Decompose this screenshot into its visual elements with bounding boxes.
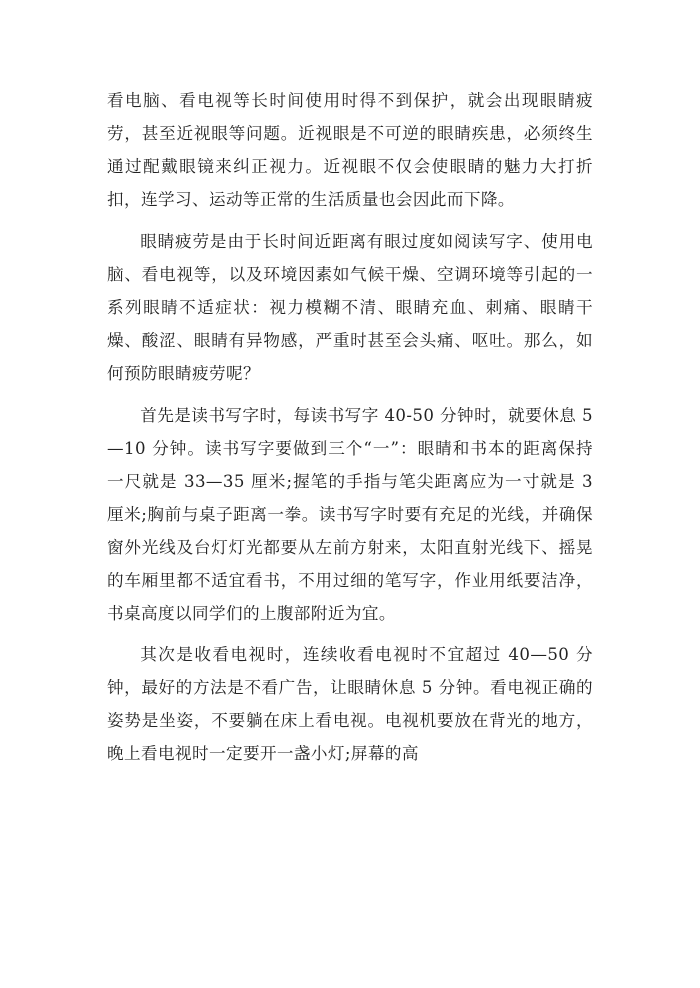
paragraph-2: 眼睛疲劳是由于长时间近距离有眼过度如阅读写字、使用电脑、看电视等，以及环境因素如气候干燥、空调环境等引起的一系列眼睛不适症状：视力模糊不清、眼睛充血、刺痛、眼睛干燥、酸涩、眼睛有异物感，严重时甚至会头痛、呕吐。那么，如何预防眼睛疲劳呢？ bbox=[107, 231, 593, 383]
document-body bbox=[107, 84, 593, 779]
paragraph-3: 首先是读书写字时，每读书写字 40-50 分钟时，就要休息 5—10 分钟。读书写字要做到三个“一”：眼睛和书本的距离保持一尺就是 33—35 厘米;握笔的手指与笔尖距离应为一寸就是 3 厘米;胸前与桌子距离一拳。读书写字时要有充足的光线，并确保窗外光线及台灯灯光都要从左前方射来，太阳直射光线下、摇晃的车厢里都不适宜看书，不用过细的笔写字，作业用纸要洁净，书桌高度以同学们的上腹部附近为宜。 bbox=[107, 405, 593, 623]
paragraph-1: 看电脑、看电视等长时间使用时得不到保护，就会出现眼睛疲劳，甚至近视眼等问题。近视眼是不可逆的眼睛疾患，必须终生通过配戴眼镜来纠正视力。近视眼不仅会使眼睛的魅力大打折扣，连学习、运动等正常的生活质量也会因此而下降。 bbox=[107, 91, 593, 209]
paragraph-4: 其次是收看电视时，连续收看电视时不宜超过 40—50 分钟，最好的方法是不看广告，让眼睛休息 5 分钟。看电视正确的姿势是坐姿，不要躺在床上看电视。电视机要放在背光的地方，晚上看电视时一定要开一盏小灯;屏幕的高 bbox=[107, 645, 593, 764]
